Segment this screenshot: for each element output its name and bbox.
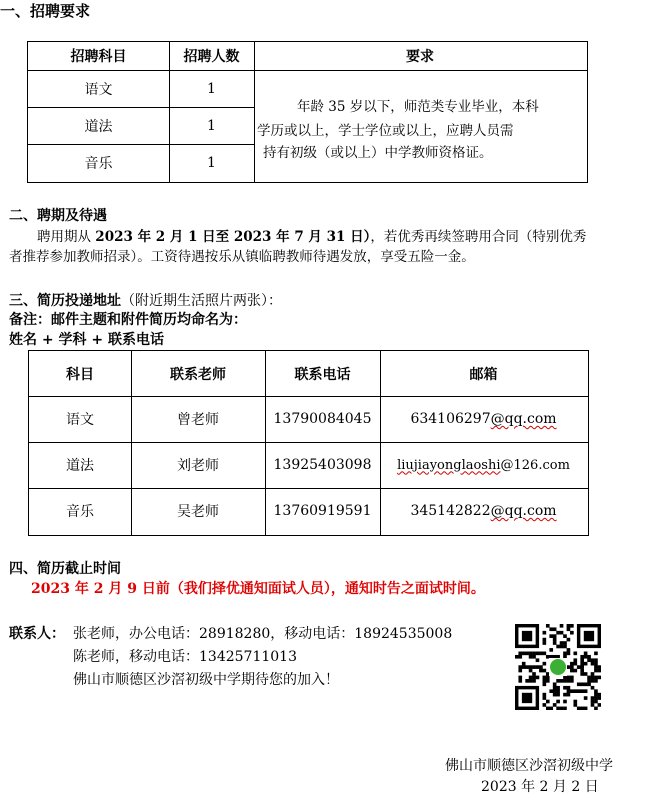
section-3-heading-title: 三、简历投递地址 [9,293,121,309]
email-user: 345142822 [410,503,491,519]
table-cell-email[interactable] [380,396,587,442]
table-cell-teacher: 刘老师 [177,458,219,474]
table-header-teacher: 联系老师 [170,366,226,383]
contact-table [28,350,589,536]
term-prefix: 聘用期从 [37,229,96,245]
table-cell-subject: 道法 [66,458,94,474]
signature-date: 2023 年 2 月 2 日 [481,779,599,795]
table-cell-teacher: 曾老师 [177,412,219,428]
table-header-email: 邮箱 [469,366,498,383]
requirement-text-line: 学历或以上，学士学位或以上，应聘人员需 [257,123,514,139]
table-cell-subject: 语文 [84,81,113,98]
table-cell-email[interactable] [380,442,587,488]
term-line-2: 者推荐参加教师招录）。工资待遇按乐从镇临聘教师待遇发放，享受五险一金。 [9,249,475,265]
term-suffix: ，若优秀再续签聘用合同（特别优秀 [370,229,587,245]
requirement-text-line: 持有初级（或以上）中学教师资格证。 [263,145,493,161]
table-cell-teacher: 吴老师 [177,504,219,520]
wechat-logo-icon [550,659,566,675]
table-header-phone: 联系电话 [294,366,351,383]
signature-org: 佛山市顺德区沙滘初级中学 [445,758,613,774]
section-3-heading [9,290,282,310]
table-cell-count: 1 [207,80,216,97]
naming-format: 姓名 + 学科 + 联系电话 [9,332,164,348]
email-domain: @qq.com [490,411,557,427]
table-cell-subject: 音乐 [84,155,113,172]
contact-line: 张老师，办公电话：28918280，移动电话：18924535008 [73,626,453,642]
table-cell-subject: 语文 [66,412,94,428]
invitation-line: 佛山市顺德区沙滘初级中学期待您的加入！ [73,672,339,688]
email-user: liujiayonglaoshi [397,457,501,473]
term-dates: 2023 年 2 月 1 日至 2023 年 7 月 31 日） [95,229,371,245]
table-header-subject: 招聘科目 [70,49,127,65]
table-cell-email[interactable] [380,488,587,534]
table-cell-count: 1 [207,154,216,171]
table-cell-subject: 道法 [84,118,113,135]
table-cell-phone: 13925403098 [273,457,372,473]
section-3-heading-note: （附近期生活照片两张）： [121,293,282,309]
term-line-1 [37,225,586,245]
requirement-text-line: 年龄 35 岁以下，师范类专业毕业，本科 [297,99,539,115]
contact-line: 陈老师，移动电话：13425711013 [73,649,297,665]
recruitment-table [27,41,588,183]
table-cell-phone: 13760919591 [273,503,372,519]
table-header-count: 招聘人数 [183,49,240,65]
naming-note: 备注：邮件主题和附件简历均命名为： [9,312,247,328]
table-header-subject: 科目 [66,366,94,383]
section-2-heading: 二、聘期及待遇 [9,208,107,224]
email-user: 634106297 [410,411,491,427]
section-4-heading: 四、简历截止时间 [9,561,121,577]
table-cell-phone: 13790084045 [273,411,372,427]
table-cell-subject: 音乐 [66,504,94,520]
email-domain: @126.com [500,457,570,473]
wechat-qr-code [515,624,601,710]
contact-label: 联系人： [9,626,65,642]
email-domain: @qq.com [490,503,557,519]
deadline-text: 2023 年 2 月 9 日前（我们择优通知面试人员），通知时告之面试时间。 [31,581,485,597]
qr-code-image [515,624,601,710]
table-cell-count: 1 [207,117,216,134]
table-header-requirement: 要求 [406,49,434,65]
section-1-heading: 一、招聘要求 [0,2,91,20]
